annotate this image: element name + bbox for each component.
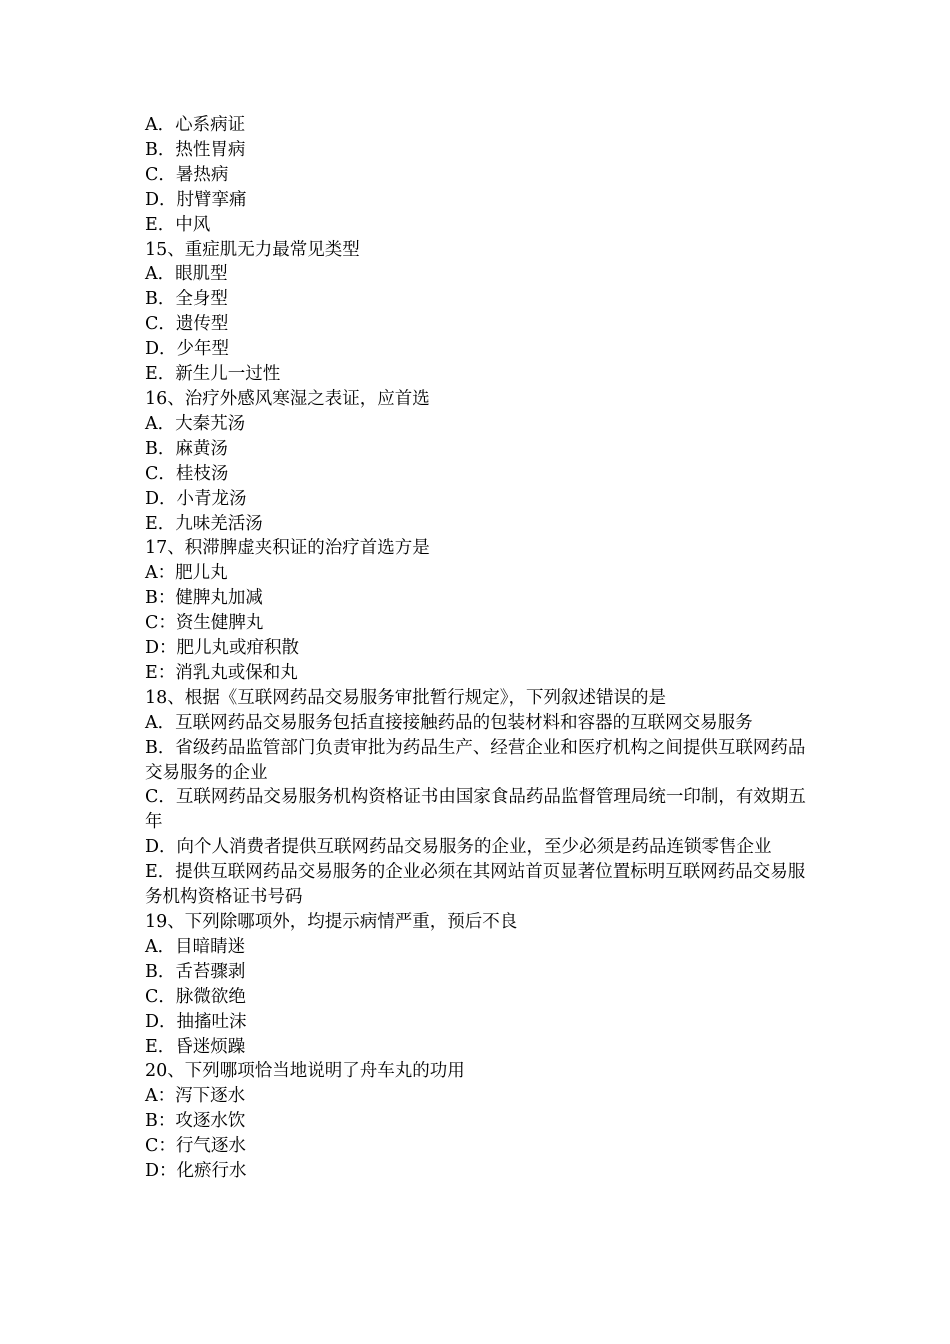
answer-option: E．昏迷烦躁 [145,1036,246,1057]
answer-option: B．全身型 [145,289,228,310]
answer-option: B．舌苔骤剥 [145,961,246,982]
answer-option: D．抽搐吐沫 [145,1011,247,1032]
answer-option: D：肥儿丸或疳积散 [145,638,300,659]
answer-option: E．提供互联网药品交易服务的企业必须在其网站首页显著位置标明互联网药品交易服务机构资格证书号码 [145,862,806,908]
answer-option: C．遗传型 [145,314,229,335]
question-text: 19、下列除哪项外，均提示病情严重，预后不良 [145,912,518,932]
answer-option: C．脉微欲绝 [145,986,246,1007]
answer-option: B．热性胃病 [145,139,246,160]
answer-option: A．互联网药品交易服务包括直接接触药品的包装材料和容器的互联网交易服务 [145,712,753,733]
question-text: 16、治疗外感风寒湿之表证，应首选 [145,388,430,409]
answer-option: E．中风 [145,214,211,235]
answer-option: B．麻黄汤 [145,438,228,459]
question-text: 18、根据《互联网药品交易服务审批暂行规定》，下列叙述错误的是 [145,687,667,708]
answer-option: D．少年型 [145,339,230,360]
answer-option: C．互联网药品交易服务机构资格证书由国家食品药品监督管理局统一印制，有效期五年 [145,787,806,833]
question-text: 17、积滞脾虚夹积证的治疗首选方是 [145,538,430,559]
answer-option: E：消乳丸或保和丸 [145,662,298,683]
answer-option: D：化瘀行水 [145,1161,247,1182]
answer-option: C：行气逐水 [145,1136,246,1157]
document-body [145,113,810,1184]
answer-option: D．向个人消费者提供互联网药品交易服务的企业，至少必须是药品连锁零售企业 [145,837,772,858]
answer-option: D．肘臂挛痛 [145,189,247,210]
answer-option: C．暑热病 [145,164,229,185]
answer-option: E．九味羌活汤 [145,513,263,534]
answer-option: C．桂枝汤 [145,463,229,484]
answer-option: B．省级药品监管部门负责审批为药品生产、经营企业和医疗机构之间提供互联网药品交易服务的企业 [145,737,806,783]
answer-option: C：资生健脾丸 [145,613,264,634]
answer-option: A．眼肌型 [145,264,228,285]
answer-option: A．大秦艽汤 [145,413,246,434]
answer-option: A：肥儿丸 [145,563,228,584]
question-text: 20、下列哪项恰当地说明了舟车丸的功用 [145,1061,465,1082]
answer-option: D．小青龙汤 [145,488,247,509]
answer-option: A：泻下逐水 [145,1086,246,1107]
question-text: 15、重症肌无力最常见类型 [145,239,360,260]
answer-option: A．心系病证 [145,115,246,135]
answer-option: B：攻逐水饮 [145,1111,246,1132]
answer-option: E．新生儿一过性 [145,364,281,385]
answer-option: A．目暗睛迷 [145,936,246,957]
answer-option: B：健脾丸加减 [145,588,263,609]
